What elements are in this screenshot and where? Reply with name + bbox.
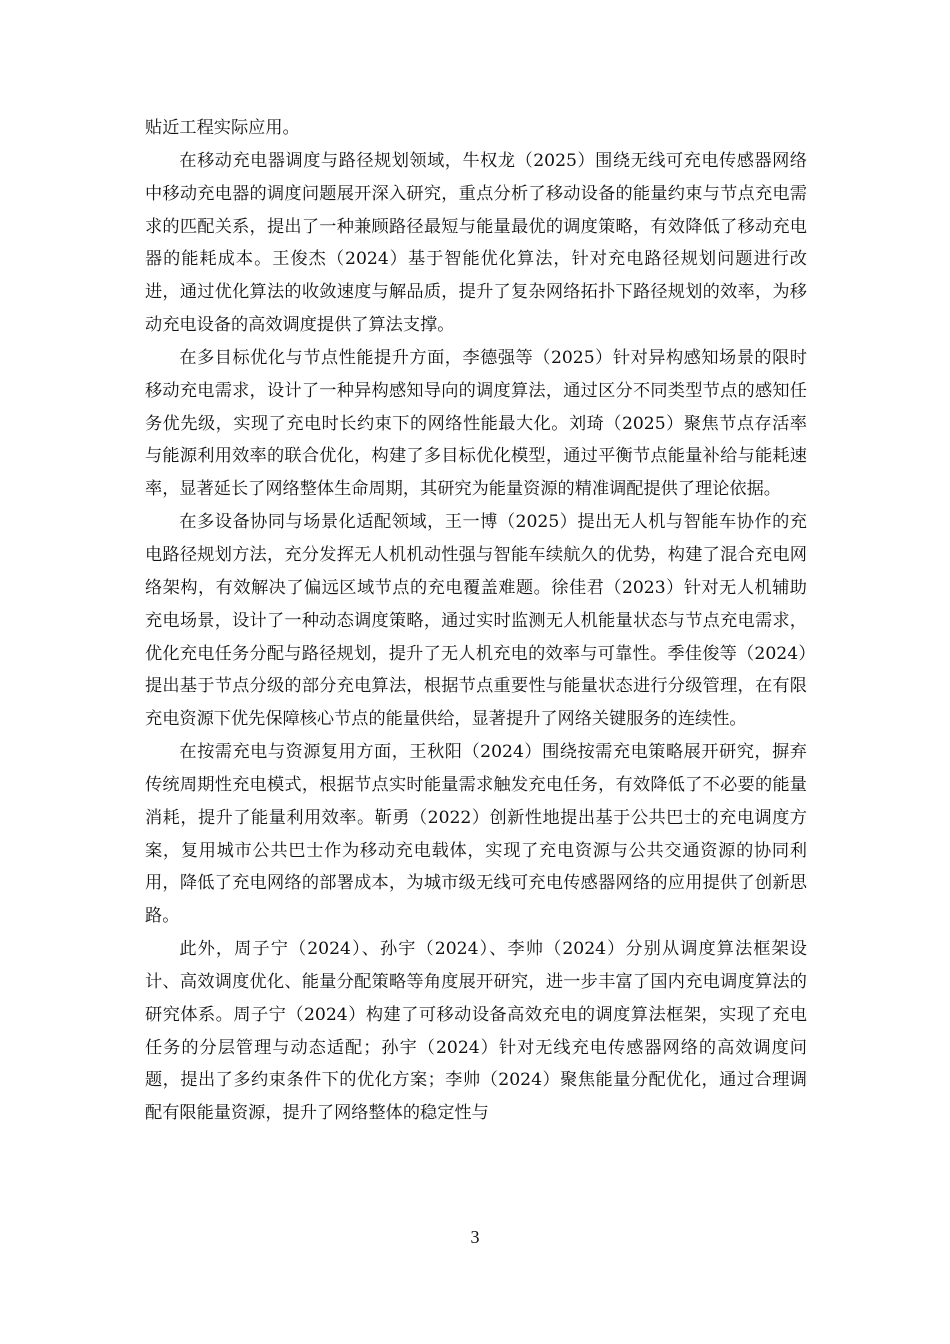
paragraph-mobile-charger-scheduling: 在移动充电器调度与路径规划领域，牛权龙（2025）围绕无线可充电传感器网络中移动充电器的调度问题展开深入研究，重点分析了移动设备的能量约束与节点充电需求的匹配关系，提出了一种兼顾路径最短与能量最优的调度策略，有效降低了移动充电器的能耗成本。王俊杰（2024）基于智能优化算法，针对充电路径规划问题进行改进，通过优化算法的收敛速度与解品质，提升了复杂网络拓扑下路径规划的效率，为移动充电设备的高效调度提供了算法支撑。 bbox=[145, 150, 807, 336]
page-number: 3 bbox=[470, 1227, 480, 1247]
paragraph-continuation: 贴近工程实际应用。 bbox=[145, 118, 300, 138]
body-text bbox=[145, 112, 807, 1130]
paragraph-multi-device-collaboration: 在多设备协同与场景化适配领域，王一博（2025）提出无人机与智能车协作的充电路径规划方法，充分发挥无人机机动性强与智能车续航久的优势，构建了混合充电网络架构，有效解决了偏远区域节点的充电覆盖难题。徐佳君（2023）针对无人机辅助充电场景，设计了一种动态调度策略，通过实时监测无人机能量状态与节点充电需求，优化充电任务分配与路径规划，提升了无人机充电的效率与可靠性。季佳俊等（2024）提出基于节点分级的部分充电算法，根据节点重要性与能量状态进行分级管理，在有限充电资源下优先保障核心节点的能量供给，显著提升了网络关键服务的连续性。 bbox=[145, 512, 807, 730]
paragraph-multi-objective-optimization: 在多目标优化与节点性能提升方面，李德强等（2025）针对异构感知场景的限时移动充电需求，设计了一种异构感知导向的调度算法，通过区分不同类型节点的感知任务优先级，实现了充电时长约束下的网络性能最大化。刘琦（2025）聚焦节点存活率与能源利用效率的联合优化，构建了多目标优化模型，通过平衡节点能量补给与能耗速率，显著延长了网络整体生命周期，其研究为能量资源的精准调配提供了理论依据。 bbox=[145, 347, 807, 500]
paragraph-on-demand-charging: 在按需充电与资源复用方面，王秋阳（2024）围绕按需充电策略展开研究，摒弃传统周期性充电模式，根据节点实时能量需求触发充电任务，有效降低了不必要的能量消耗，提升了能量利用效率。靳勇（2022）创新性地提出基于公共巴士的充电调度方案，复用城市公共巴士作为移动充电载体，实现了充电资源与公共交通资源的协同利用，降低了充电网络的部署成本，为城市级无线可充电传感器网络的应用提供了创新思路。 bbox=[145, 742, 807, 927]
paragraph-additional-research: 此外，周子宁（2024）、孙宇（2024）、李帅（2024）分别从调度算法框架设计、高效调度优化、能量分配策略等角度展开研究，进一步丰富了国内充电调度算法的研究体系。周子宁（2024）构建了可移动设备高效充电的调度算法框架，实现了充电任务的分层管理与动态适配；孙宇（2024）针对无线充电传感器网络的高效调度问题，提出了多约束条件下的优化方案；李帅（2024）聚焦能量分配优化，通过合理调配有限能量资源，提升了网络整体的稳定性与 bbox=[145, 939, 807, 1124]
